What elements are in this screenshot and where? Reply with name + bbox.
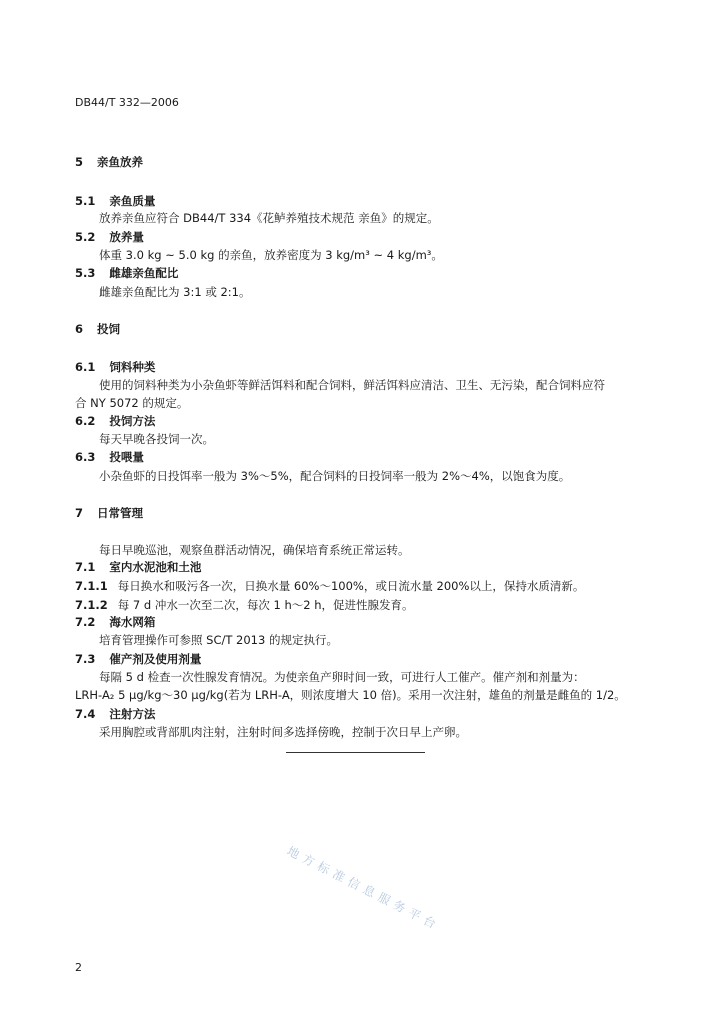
end-divider	[286, 752, 425, 753]
subsection-number: 6.1	[75, 360, 96, 374]
subsection-5-2-text: 体重 3.0 kg ~ 5.0 kg 的亲鱼，放养密度为 3 kg/m³ ~ 4 kg/m³。	[99, 248, 443, 262]
clause-text: 每 7 d 冲水一次至二次，每次 1 h～2 h，促进性腺发育。	[117, 598, 414, 612]
subsection-number: 6.3	[75, 450, 96, 464]
subsection-number: 6.2	[75, 414, 96, 428]
subsection-title: 投饲方法	[109, 414, 156, 428]
subsection-title: 注射方法	[109, 707, 156, 721]
section-5-heading	[75, 155, 143, 169]
subsection-6-3-heading	[75, 450, 144, 464]
subsection-6-1-text-line1: 使用的饲料种类为小杂鱼虾等鲜活饵料和配合饲料，鲜活饵料应清洁、卫生、无污染，配合饲料应符	[99, 378, 605, 392]
subsection-number: 7.4	[75, 707, 96, 721]
clause-number: 7.1.2	[75, 598, 108, 612]
subsection-number: 7.3	[75, 652, 96, 666]
section-title: 投饲	[97, 322, 121, 336]
subsection-5-1-heading	[75, 194, 155, 208]
watermark: 地方标准信息服务平台	[284, 843, 443, 934]
section-7-heading	[75, 506, 143, 520]
subsection-7-2-text: 培育管理操作可参照 SC/T 2013 的规定执行。	[99, 633, 338, 647]
clause-text: 每日换水和吸污各一次，日换水量 60%～100%，或日流水量 200%以上，保持水质清新。	[117, 579, 585, 593]
subsection-5-1-text: 放养亲鱼应符合 DB44/T 334《花鲈养殖技术规范 亲鱼》的规定。	[99, 211, 439, 225]
subsection-7-4-heading	[75, 707, 155, 721]
subsection-6-1-text-line2: 合 NY 5072 的规定。	[75, 396, 189, 410]
subsection-5-3-heading	[75, 266, 178, 280]
subsection-6-3-text: 小杂鱼虾的日投饵率一般为 3%～5%，配合饲料的日投饲率一般为 2%～4%，以饱食为度。	[99, 469, 571, 483]
subsection-6-2-text: 每天早晚各投饲一次。	[99, 432, 214, 446]
subsection-5-2-heading	[75, 230, 144, 244]
section-number: 6	[75, 322, 84, 336]
subsection-7-3-text-line2: LRH-A₂ 5 μg/kg～30 μg/kg(若为 LRH-A，则浓度增大 10 倍)。采用一次注射，雄鱼的剂量是雌鱼的 1/2。	[75, 688, 626, 702]
subsection-6-2-heading	[75, 414, 155, 428]
subsection-7-3-heading	[75, 652, 201, 666]
section-number: 5	[75, 155, 84, 169]
subsection-title: 催产剂及使用剂量	[109, 652, 202, 666]
subsection-number: 5.1	[75, 194, 96, 208]
clause-number: 7.1.1	[75, 579, 108, 593]
subsection-title: 室内水泥池和土池	[109, 560, 202, 574]
subsection-number: 5.3	[75, 266, 96, 280]
section-title: 日常管理	[97, 506, 144, 520]
subsection-5-3-text: 雌雄亲鱼配比为 3:1 或 2:1。	[99, 285, 251, 299]
subsection-7-3-text-line1: 每隔 5 d 检查一次性腺发育情况。为使亲鱼产卵时间一致，可进行人工催产。催产剂和剂量为：	[99, 670, 585, 684]
subsection-number: 5.2	[75, 230, 96, 244]
subsection-title: 海水网箱	[109, 615, 156, 629]
subsection-6-1-heading	[75, 360, 155, 374]
subsection-7-2-heading	[75, 615, 155, 629]
subsection-7-1-heading	[75, 560, 201, 574]
subsection-title: 饲料种类	[109, 360, 156, 374]
section-title: 亲鱼放养	[97, 155, 144, 169]
subsection-title: 投喂量	[109, 450, 144, 464]
subsection-title: 雌雄亲鱼配比	[109, 266, 179, 280]
section-6-heading	[75, 322, 120, 336]
subsection-number: 7.2	[75, 615, 96, 629]
subsection-7-4-text: 采用胸腔或背部肌肉注射，注射时间多选择傍晚，控制于次日早上产卵。	[99, 725, 467, 739]
subsection-title: 放养量	[109, 230, 144, 244]
section-number: 7	[75, 506, 84, 520]
page-number: 2	[75, 961, 82, 974]
clause-7-1-1	[75, 579, 584, 593]
clause-7-1-2	[75, 598, 414, 612]
subsection-title: 亲鱼质量	[109, 194, 156, 208]
subsection-number: 7.1	[75, 560, 96, 574]
section-7-intro: 每日早晚巡池，观察鱼群活动情况，确保培育系统正常运转。	[99, 543, 410, 557]
document-id: DB44/T 332—2006	[75, 96, 179, 109]
